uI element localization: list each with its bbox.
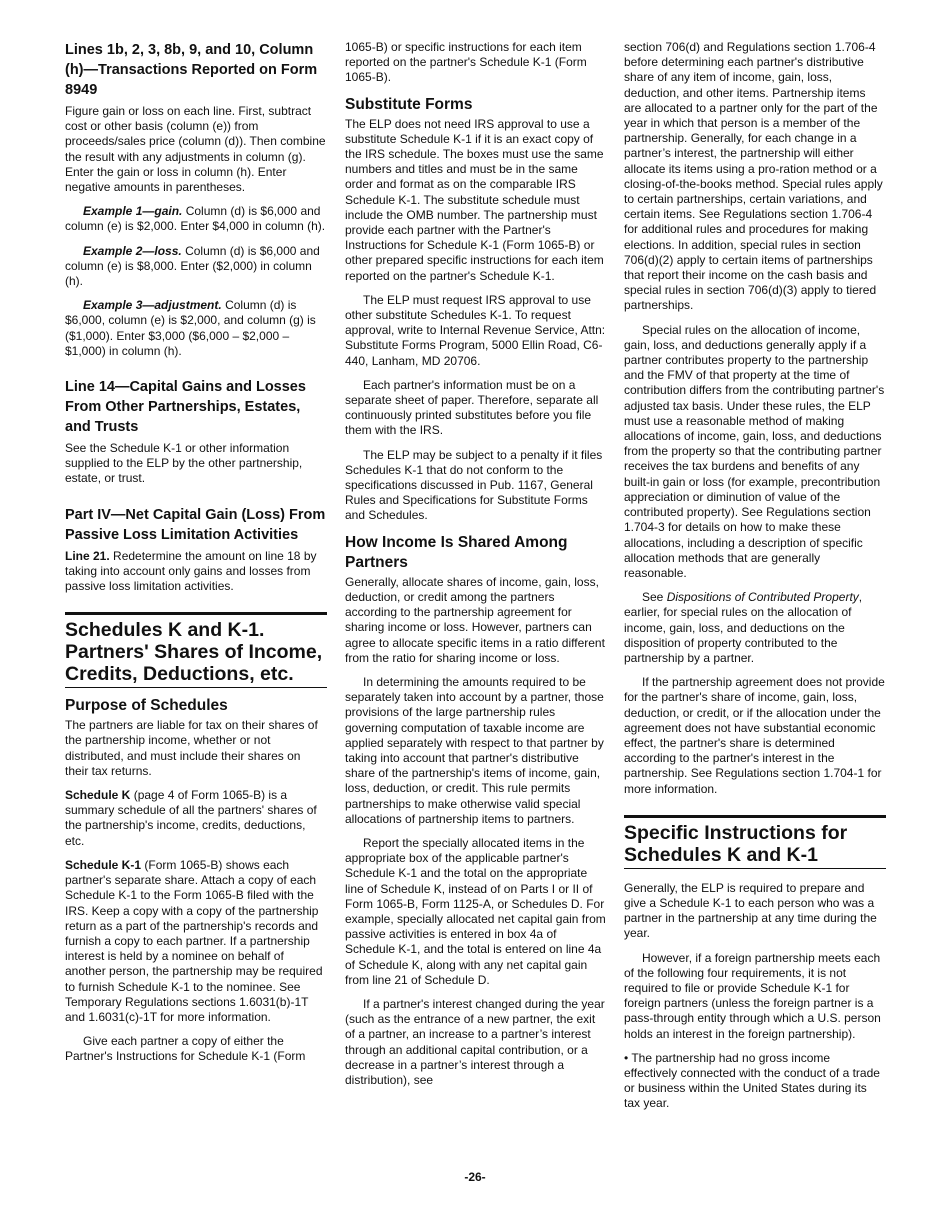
paragraph-substitute-3: Each partner's information must be on a separate sheet of paper. Therefore, separate all continuously printed substitutes before you file them with the IRS.	[345, 377, 599, 438]
paragraph-line-14: See the Schedule K-1 or other information supplied to the ELP by the other partnership, estate, or trust.	[65, 441, 303, 486]
paragraph-figure-gain: Figure gain or loss on each line. First, subtract cost or other basis (column (e)) from proceeds/sales price (column (d)). Then combine the result with any adjustments in column (g). Enter the gain or loss in column (h). Enter negative amounts in parentheses.	[65, 104, 326, 195]
section-title-schedules-k: Schedules K and K-1. Partners' Shares of Income, Credits, Deductions, etc.	[65, 619, 323, 686]
paragraph-shared-1: Generally, allocate shares of income, gain, loss, deduction, or credit among the partners according to the partnership agreement for sharing income or loss. However, partners can agree to allocate specific items in a ratio different from the ratio for sharing income or loss.	[345, 574, 605, 665]
heading-part-iv: Part IV—Net Capital Gain (Loss) From Passive Loss Limitation Activities	[65, 506, 326, 543]
paragraph-see-dispositions	[624, 590, 886, 666]
line-21-text: Redetermine the amount on line 18 by taking into account only gains and losses from passive loss limitation activities.	[65, 548, 317, 594]
heading-substitute-forms: Substitute Forms	[345, 95, 473, 113]
heading-line-14: Line 14—Capital Gains and Losses From Other Partnerships, Estates, and Trusts	[65, 379, 306, 436]
page-number: -26-	[464, 1170, 486, 1184]
paragraph-partnership-agreement: If the partnership agreement does not provide for the partner's share of income, gain, loss, deduction, or credit, or if the allocation under the agreement does not have substantial economic effect, the partner's share is determined according to the partner's interest in the partnership. See Regulations section 1.704-1 for more information.	[624, 675, 885, 796]
example-2-text: Column (d) is $6,000 and column (e) is $8,000. Enter ($2,000) in column (h).	[65, 243, 320, 289]
paragraph-substitute-2: The ELP must request IRS approval to use other substitute Schedules K-1. To request approval, write to Internal Revenue Service, Attn: Substitute Forms Program, 5000 Ellin Road, C6-440, Lanham, MD 20706.	[345, 292, 606, 368]
paragraph-schedule-k1	[65, 858, 327, 1025]
schedule-k-label: Schedule K	[65, 788, 131, 803]
see-prefix: See	[642, 590, 667, 605]
line-21-label: Line 21.	[65, 548, 110, 563]
example-3-label: Example 3—adjustment.	[83, 298, 222, 313]
paragraph-substitute-4: The ELP may be subject to a penalty if it files Schedules K-1 that do not conform to the specifications discussed in Pub. 1167, General Rules and Specifications for Substitute Forms and Schedules.	[345, 447, 603, 523]
paragraph-shared-4: If a partner's interest changed during the year (such as the entrance of a new partner, the exit of a partner, an increase to a partner’s interest through an additional capital contribution, or a decrease in a partner’s interest through a distribution), see	[345, 996, 605, 1087]
column-2	[345, 40, 607, 1097]
paragraph-continued: 1065-B) or specific instructions for each item reported on the partner's Schedule K-1 (Form 1065-B).	[345, 40, 587, 85]
example-1-text: Column (d) is $6,000 and column (e) is $2,000. Enter $4,000 in column (h).	[65, 204, 326, 234]
paragraph-generally: Generally, the ELP is required to prepare and give a Schedule K-1 to each person who was a partner in the partnership at any time during the year.	[624, 880, 877, 941]
column-3	[624, 40, 886, 1121]
example-2-label: Example 2—loss.	[83, 243, 182, 258]
paragraph-substitute-1: The ELP does not need IRS approval to use a substitute Schedule K-1 if it is an exact copy of the IRS schedule. The boxes must use the same numbers and titles and must be in the same order and format as on the comparable IRS Schedule K-1. The substitute schedule must include the OMB number. The partnership must provide each partner with the Partner's Instructions for Schedule K-1 (Form 1065-B) or other prepared specific instructions for each item reported on the partner's Schedule K-1.	[345, 116, 604, 283]
schedule-k1-text: (Form 1065-B) shows each partner's separate share. Attach a copy of each Schedule K-1 to the Form 1065-B filed with the IRS. Keep a copy with a copy of the partnership return as a part of the partnership's records and furnish a copy to each partner. If a partnership interest is held by a nominee on behalf of another person, the partnership may be required to furnish Schedule K-1 to the nominee. See Temporary Regulations sections 1.6031(b)-1T and 1.6031(c)-1T for more information.	[65, 857, 323, 1024]
example-3-text: Column (d) is $6,000, column (e) is $2,000, and column (g) is ($1,000). Enter $3,000 ($6,000 – $2,000 – $1,000) in column (h).	[65, 298, 316, 358]
paragraph-foreign-partnership: However, if a foreign partnership meets each of the following four requirements, it is not required to file or provide Schedule K-1 for foreign partners (unless the foreign partner is a pass-through entity through which a U.S. person holds an interest in the foreign partnership).	[624, 950, 881, 1041]
heading-purpose-of-schedules: Purpose of Schedules	[65, 697, 228, 715]
column-1	[65, 40, 327, 1074]
section-title-specific-instructions: Specific Instructions for Schedules K and K-1	[624, 821, 848, 866]
see-suffix: , earlier, for special rules on the allocation of income, gain, loss, and deductions on the disposition of property contributed to the partnership by a partner.	[624, 590, 863, 665]
bullet-item-1: • The partnership had no gross income effectively connected with the conduct of a trade or business within the United States during its tax year.	[624, 1050, 880, 1111]
paragraph-schedule-k	[65, 788, 327, 849]
section-header-schedules-k	[65, 612, 327, 688]
heading-how-income-shared: How Income Is Shared Among Partners	[345, 533, 568, 571]
dispositions-reference: Dispositions of Contributed Property	[666, 590, 859, 605]
heading-lines-1b: Lines 1b, 2, 3, 8b, 9, and 10, Column (h)—Transactions Reported on Form 8949	[65, 42, 318, 98]
paragraph-shared-3: Report the specially allocated items in the appropriate box of the applicable partner's Schedule K-1 and the total on the appropriate line of Schedule K, instead of on Parts I or II of Form 1065-B, Form 1125-A, or Schedules D. For example, specially allocated net capital gain from passive activities is entered in box 4a of Schedule K-1, and the total is entered on line 4a of Schedule K, along with any net capital gain from line 21 of Schedule D.	[345, 835, 606, 987]
paragraph-line-21	[65, 549, 327, 595]
paragraph-shared-2: In determining the amounts required to be separately taken into account by a partner, those provisions of the large partnership rules governing computation of taxable income are applied separately with respect to that partner by taking into account that partner's distributive share of the partnership's items of income, gain, loss, deduction, or credit. This rule permits partnerships to make otherwise valid special allocations of partnership items to partners.	[345, 674, 604, 826]
example-1	[65, 204, 327, 234]
section-header-specific-instructions	[624, 815, 886, 869]
paragraph-section-706: section 706(d) and Regulations section 1.706-4 before determining each partner's distributive share of any item of income, gain, loss, deduction, and other items. Partnership items are allocated to a partner only for the part of the year in which that person is a member of the partnership. Generally, for each change in a partner’s interest, the partnership will either allocate its items using a pro-ration method or a closing-of-the-books method. Special rules apply to certain partnerships, certain variations, and certain items. See Regulations section 1.706-4 for additional rules and procedures for making elections. In addition, special rules in section 706(d)(2) apply to certain items of partnerships that report their income on the cash basis and special rules in section 706(d)(3) apply to tiered partnerships.	[624, 40, 883, 313]
paragraph-give-each-partner: Give each partner a copy of either the Partner's Instructions for Schedule K-1 (Form	[65, 1034, 306, 1064]
example-3	[65, 298, 327, 359]
paragraph-purpose: The partners are liable for tax on their shares of the partnership income, whether or not distributed, and must include their shares on their tax returns.	[65, 718, 318, 778]
schedule-k-text: (page 4 of Form 1065-B) is a summary schedule of all the partners' shares of the partnership's income, credits, deductions, etc.	[65, 788, 317, 848]
schedule-k1-label: Schedule K-1	[65, 857, 142, 872]
paragraph-special-rules: Special rules on the allocation of income, gain, loss, and deductions generally apply if a partner contributes property to the partnership and the FMV of that property at the time of contribution differs from the contributing partner's adjusted tax basis. Under these rules, the ELP must use a reasonable method of making allocations of income, gain, loss, and deductions from the property so that the contributing partner receives the tax burdens and benefits of any built-in gain or loss (for example, precontribution appreciation or diminution of value of the contributed property). See Regulations section 1.704-3 for details on how to make these allocations, including a description of specific allocation methods that are generally reasonable.	[624, 322, 885, 580]
example-2	[65, 244, 327, 290]
example-1-label: Example 1—gain.	[83, 204, 183, 219]
